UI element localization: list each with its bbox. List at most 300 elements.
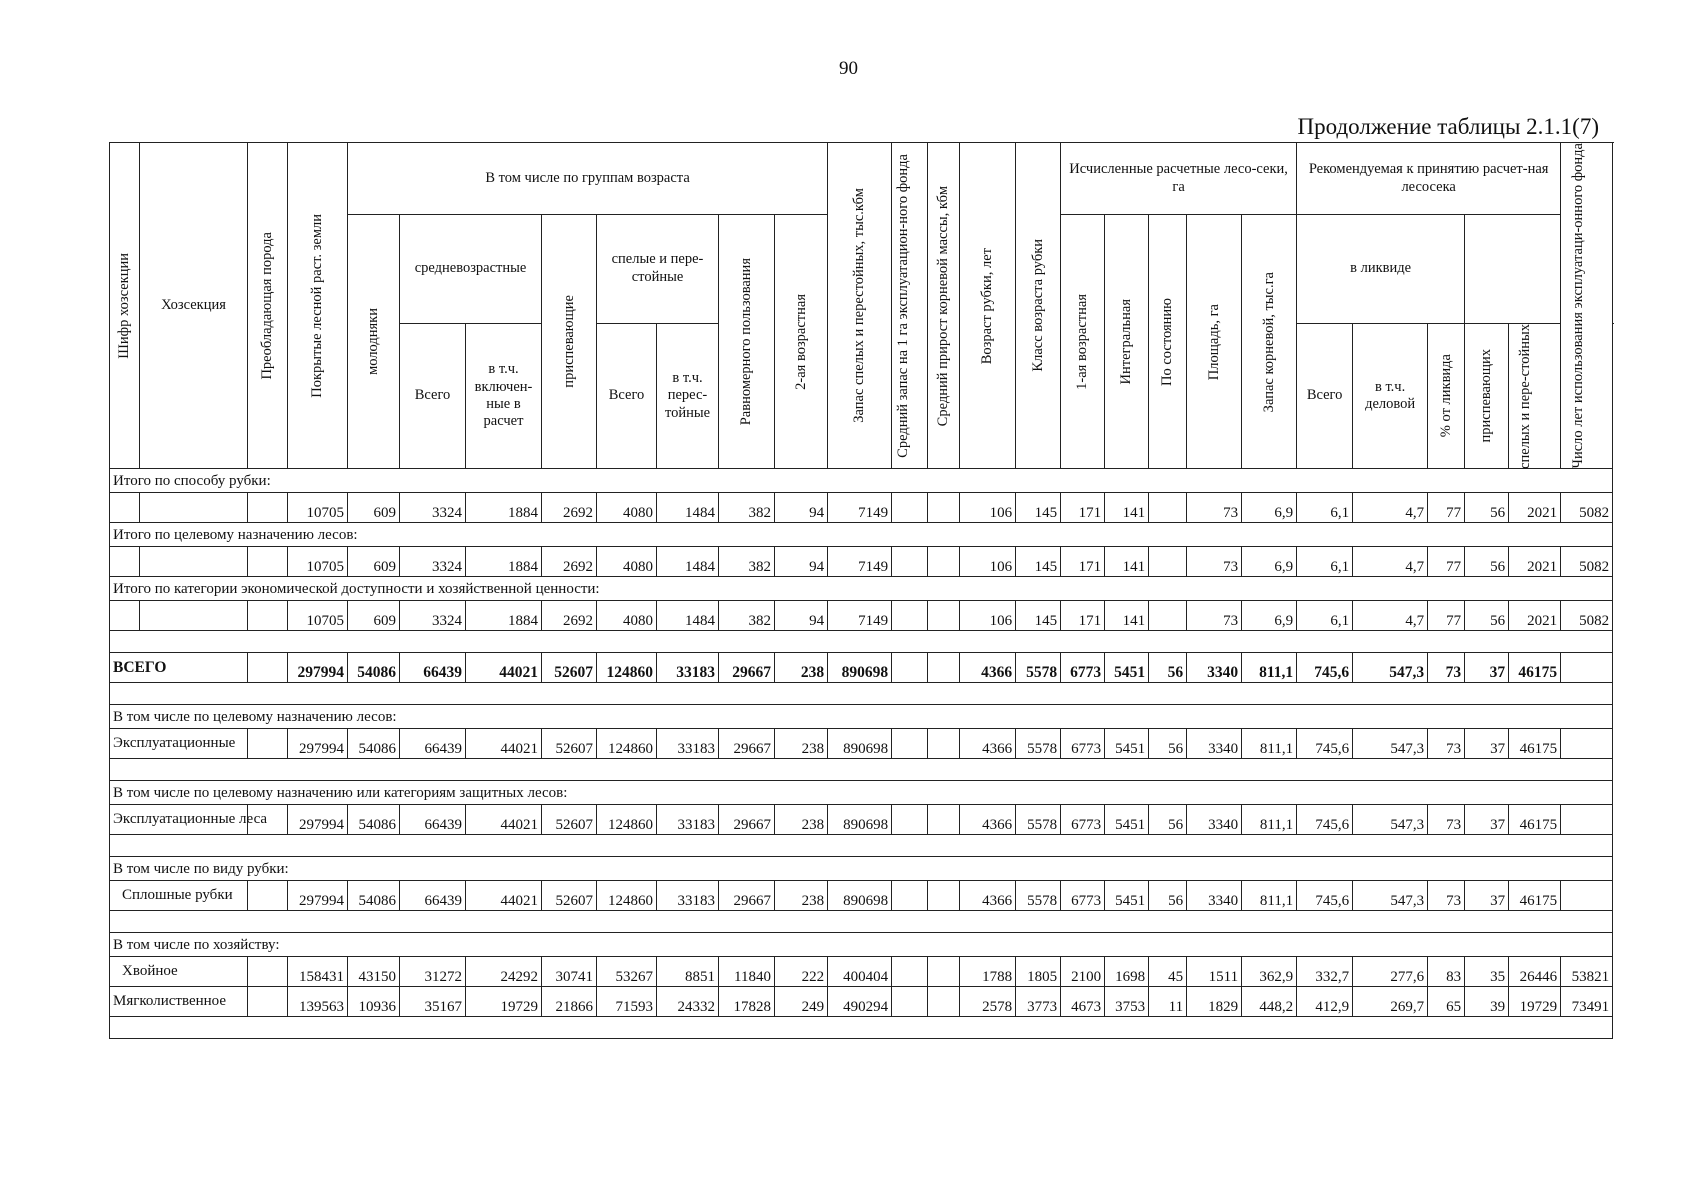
table-cell: 1484 bbox=[657, 601, 719, 631]
table-cell: 4366 bbox=[960, 653, 1016, 683]
table-cell: 297994 bbox=[288, 653, 348, 683]
table-cell: 609 bbox=[348, 601, 400, 631]
table-cell: 238 bbox=[775, 653, 828, 683]
table-cell: 5082 bbox=[1561, 547, 1613, 577]
table-cell: 56 bbox=[1149, 653, 1187, 683]
table-cell: 249 bbox=[775, 987, 828, 1017]
header-srednevozrastnye: средневозрастные bbox=[400, 215, 542, 324]
table-cell: 2021 bbox=[1509, 547, 1561, 577]
table-cell: 8851 bbox=[657, 957, 719, 987]
table-cell bbox=[892, 987, 928, 1017]
empty-row bbox=[110, 631, 1613, 653]
table-cell: 46175 bbox=[1509, 729, 1561, 759]
table-cell bbox=[892, 547, 928, 577]
table-cell: 4080 bbox=[597, 493, 657, 523]
table-cell bbox=[928, 729, 960, 759]
table-cell: 30741 bbox=[542, 957, 597, 987]
table-cell: 745,6 bbox=[1297, 881, 1353, 911]
table-cell: 106 bbox=[960, 493, 1016, 523]
table-cell bbox=[110, 601, 140, 631]
header-rekomenduemaya: Рекомендуемая к принятию расчет-ная лесосека bbox=[1297, 143, 1561, 215]
section-row bbox=[110, 577, 1613, 601]
table-cell: 745,6 bbox=[1297, 805, 1353, 835]
table-cell: 66439 bbox=[400, 653, 466, 683]
table-cell bbox=[928, 987, 960, 1017]
table-cell: 609 bbox=[348, 493, 400, 523]
table-cell: 382 bbox=[719, 493, 775, 523]
table-cell bbox=[248, 987, 288, 1017]
table-cell: 238 bbox=[775, 805, 828, 835]
table-cell bbox=[892, 653, 928, 683]
table-cell: 158431 bbox=[288, 957, 348, 987]
header-spel-perestoi: в т.ч. перес-тойные bbox=[657, 323, 719, 469]
table-cell: 124860 bbox=[597, 653, 657, 683]
table-cell: 65 bbox=[1428, 987, 1465, 1017]
empty-cell bbox=[110, 759, 1613, 781]
table-cell: 1484 bbox=[657, 547, 719, 577]
empty-cell bbox=[110, 911, 1613, 933]
header-pred-prispev: приспевающих bbox=[1465, 323, 1509, 469]
table-cell: 11 bbox=[1149, 987, 1187, 1017]
table-cell: 106 bbox=[960, 547, 1016, 577]
empty-cell bbox=[110, 631, 1613, 653]
table-cell: 66439 bbox=[400, 729, 466, 759]
table-cell: 1484 bbox=[657, 493, 719, 523]
table-cell: 362,9 bbox=[1242, 957, 1297, 987]
table-cell: 6773 bbox=[1061, 729, 1105, 759]
table-cell: 1511 bbox=[1187, 957, 1242, 987]
row-label: ВСЕГО bbox=[110, 653, 248, 683]
table-cell: 2100 bbox=[1061, 957, 1105, 987]
header-sredniy-zapas: Средний запас на 1 га эксплуатацион-ного фонда bbox=[892, 143, 928, 469]
header-hozsekciya: Хозсекция bbox=[140, 143, 248, 469]
table-cell: 83 bbox=[1428, 957, 1465, 987]
header-po-sostoyaniyu: По состоянию bbox=[1149, 215, 1187, 469]
header-sred-vkl: в т.ч. включен-ные в расчет bbox=[466, 323, 542, 469]
header-spelye: спелые и пере-стойные bbox=[597, 215, 719, 324]
header-likv-vsego: Всего bbox=[1297, 323, 1353, 469]
table-row bbox=[110, 601, 1613, 631]
table-cell: 6,1 bbox=[1297, 493, 1353, 523]
section-row bbox=[110, 933, 1613, 957]
table-caption: Продолжение таблицы 2.1.1(7) bbox=[1297, 114, 1599, 139]
table-cell: 890698 bbox=[828, 653, 892, 683]
table-cell: 6,9 bbox=[1242, 493, 1297, 523]
table-cell: 2692 bbox=[542, 493, 597, 523]
empty-cell bbox=[110, 835, 1613, 857]
table-cell bbox=[248, 729, 288, 759]
table-cell: 547,3 bbox=[1353, 729, 1428, 759]
empty-cell bbox=[110, 1017, 1613, 1039]
row-label: Сплошные рубки bbox=[110, 881, 248, 911]
empty-cell bbox=[110, 683, 1613, 705]
table-cell bbox=[892, 493, 928, 523]
section-row bbox=[110, 781, 1613, 805]
table-cell: 66439 bbox=[400, 805, 466, 835]
table-cell: 145 bbox=[1016, 547, 1061, 577]
header-sredniy-prirost: Средний прирост корневой массы, кбм bbox=[928, 143, 960, 469]
table-cell: 4366 bbox=[960, 729, 1016, 759]
table-row bbox=[110, 653, 1613, 683]
table-cell: 5451 bbox=[1105, 881, 1149, 911]
header-pct-likvida: % от ликвида bbox=[1428, 323, 1465, 469]
table-cell: 547,3 bbox=[1353, 805, 1428, 835]
table-cell: 1829 bbox=[1187, 987, 1242, 1017]
table-cell: 52607 bbox=[542, 805, 597, 835]
table-cell: 54086 bbox=[348, 653, 400, 683]
table-cell bbox=[928, 547, 960, 577]
table-cell bbox=[1149, 493, 1187, 523]
table-cell: 4080 bbox=[597, 547, 657, 577]
table-cell: 141 bbox=[1105, 547, 1149, 577]
table-cell: 2692 bbox=[542, 601, 597, 631]
table-cell: 5578 bbox=[1016, 729, 1061, 759]
table-cell: 45 bbox=[1149, 957, 1187, 987]
table-cell: 73 bbox=[1428, 653, 1465, 683]
table-cell: 141 bbox=[1105, 493, 1149, 523]
table-cell: 4,7 bbox=[1353, 601, 1428, 631]
table-header bbox=[110, 143, 1613, 469]
table-cell bbox=[248, 653, 288, 683]
table-cell bbox=[892, 601, 928, 631]
table-cell: 10705 bbox=[288, 547, 348, 577]
table-cell bbox=[1561, 653, 1613, 683]
header-pred-spelyh: спелых и пере-стойных bbox=[1509, 323, 1561, 469]
table-cell: 10936 bbox=[348, 987, 400, 1017]
table-cell: 6773 bbox=[1061, 881, 1105, 911]
empty-row bbox=[110, 911, 1613, 933]
table-cell: 94 bbox=[775, 601, 828, 631]
table-cell: 54086 bbox=[348, 805, 400, 835]
table-cell bbox=[892, 805, 928, 835]
table-cell: 3340 bbox=[1187, 805, 1242, 835]
table-cell: 29667 bbox=[719, 653, 775, 683]
table-cell: 11840 bbox=[719, 957, 775, 987]
table-cell: 4366 bbox=[960, 881, 1016, 911]
table-cell bbox=[892, 881, 928, 911]
table-cell: 46175 bbox=[1509, 805, 1561, 835]
table-cell: 94 bbox=[775, 493, 828, 523]
row-label: Хвойное bbox=[110, 957, 248, 987]
row-label: Мягколиственное bbox=[110, 987, 248, 1017]
header-prispevayushchie: приспевающие bbox=[542, 215, 597, 469]
empty-row bbox=[110, 835, 1613, 857]
section-label: В том числе по целевому назначению или категориям защитных лесов: bbox=[110, 781, 1613, 805]
table-cell: 609 bbox=[348, 547, 400, 577]
table-cell: 52607 bbox=[542, 729, 597, 759]
table-cell bbox=[248, 547, 288, 577]
table-cell: 5451 bbox=[1105, 805, 1149, 835]
table-cell: 1884 bbox=[466, 547, 542, 577]
table-cell: 2021 bbox=[1509, 493, 1561, 523]
table-cell: 77 bbox=[1428, 547, 1465, 577]
section-label: В том числе по целевому назначению лесов: bbox=[110, 705, 1613, 729]
header-spel-vsego: Всего bbox=[597, 323, 657, 469]
table-cell: 56 bbox=[1149, 729, 1187, 759]
table-row bbox=[110, 493, 1613, 523]
table-cell: 145 bbox=[1016, 601, 1061, 631]
table-cell: 5578 bbox=[1016, 881, 1061, 911]
header-pervaya-vozr: 1-ая возрастная bbox=[1061, 215, 1105, 469]
table-cell bbox=[110, 493, 140, 523]
table-cell: 19729 bbox=[466, 987, 542, 1017]
table-cell: 277,6 bbox=[1353, 957, 1428, 987]
empty-row bbox=[110, 1017, 1613, 1039]
table-cell: 890698 bbox=[828, 805, 892, 835]
table-cell: 33183 bbox=[657, 805, 719, 835]
table-cell: 24292 bbox=[466, 957, 542, 987]
table-cell: 73 bbox=[1428, 805, 1465, 835]
table-cell: 77 bbox=[1428, 493, 1465, 523]
table-cell: 1698 bbox=[1105, 957, 1149, 987]
table-cell bbox=[928, 653, 960, 683]
table-cell: 37 bbox=[1465, 729, 1509, 759]
table-cell: 124860 bbox=[597, 729, 657, 759]
table-cell: 44021 bbox=[466, 653, 542, 683]
table-cell: 19729 bbox=[1509, 987, 1561, 1017]
table-cell bbox=[1149, 547, 1187, 577]
section-label: Итого по способу рубки: bbox=[110, 469, 1613, 493]
table-cell bbox=[140, 493, 248, 523]
empty-row bbox=[110, 683, 1613, 705]
table-cell bbox=[928, 881, 960, 911]
table-cell: 6,9 bbox=[1242, 547, 1297, 577]
table-cell: 73 bbox=[1187, 601, 1242, 631]
table-cell: 73 bbox=[1187, 547, 1242, 577]
table-cell: 37 bbox=[1465, 653, 1509, 683]
table-cell bbox=[140, 601, 248, 631]
table-cell: 10705 bbox=[288, 493, 348, 523]
table-cell: 35 bbox=[1465, 957, 1509, 987]
table-cell: 332,7 bbox=[1297, 957, 1353, 987]
table-cell: 745,6 bbox=[1297, 729, 1353, 759]
table-cell: 5578 bbox=[1016, 805, 1061, 835]
table-cell: 54086 bbox=[348, 729, 400, 759]
table-cell: 56 bbox=[1465, 493, 1509, 523]
table-cell: 400404 bbox=[828, 957, 892, 987]
header-chislo-let: Число лет использования эксплуатаци-онного фонда bbox=[1561, 143, 1613, 469]
table-row bbox=[110, 957, 1613, 987]
table-cell: 297994 bbox=[288, 805, 348, 835]
table-cell bbox=[1561, 729, 1613, 759]
table-cell: 1884 bbox=[466, 493, 542, 523]
table-cell: 29667 bbox=[719, 729, 775, 759]
table-cell: 33183 bbox=[657, 729, 719, 759]
table-cell: 71593 bbox=[597, 987, 657, 1017]
table-cell: 171 bbox=[1061, 493, 1105, 523]
table-cell: 448,2 bbox=[1242, 987, 1297, 1017]
header-v-likvide: в ликвиде bbox=[1297, 215, 1465, 324]
table-cell: 7149 bbox=[828, 601, 892, 631]
table-cell: 4,7 bbox=[1353, 493, 1428, 523]
table-cell: 4673 bbox=[1061, 987, 1105, 1017]
table-cell: 811,1 bbox=[1242, 805, 1297, 835]
table-cell: 56 bbox=[1149, 805, 1187, 835]
table-cell: 37 bbox=[1465, 805, 1509, 835]
header-poroda: Преобладающая порода bbox=[248, 143, 288, 469]
table-cell: 21866 bbox=[542, 987, 597, 1017]
table-cell: 10705 bbox=[288, 601, 348, 631]
table-cell: 382 bbox=[719, 601, 775, 631]
table-cell: 5451 bbox=[1105, 729, 1149, 759]
empty-row bbox=[110, 759, 1613, 781]
forest-cut-table bbox=[109, 142, 1613, 1039]
table-cell: 269,7 bbox=[1353, 987, 1428, 1017]
table-row bbox=[110, 881, 1613, 911]
header-sred-vsego: Всего bbox=[400, 323, 466, 469]
table-cell: 26446 bbox=[1509, 957, 1561, 987]
row-label: Эксплуатационные леса bbox=[110, 805, 248, 835]
section-row bbox=[110, 469, 1613, 493]
table-cell bbox=[248, 601, 288, 631]
table-cell: 297994 bbox=[288, 729, 348, 759]
table-cell: 29667 bbox=[719, 881, 775, 911]
section-row bbox=[110, 857, 1613, 881]
table-cell: 124860 bbox=[597, 881, 657, 911]
table-cell: 73 bbox=[1428, 729, 1465, 759]
table-cell: 4,7 bbox=[1353, 547, 1428, 577]
table-cell: 145 bbox=[1016, 493, 1061, 523]
table-cell: 44021 bbox=[466, 805, 542, 835]
table-cell: 73 bbox=[1187, 493, 1242, 523]
table-cell: 124860 bbox=[597, 805, 657, 835]
table-cell: 5578 bbox=[1016, 653, 1061, 683]
table-cell: 547,3 bbox=[1353, 881, 1428, 911]
table-cell: 73 bbox=[1428, 881, 1465, 911]
table-cell bbox=[892, 957, 928, 987]
table-cell: 39 bbox=[1465, 987, 1509, 1017]
table-cell: 94 bbox=[775, 547, 828, 577]
table-cell: 6773 bbox=[1061, 805, 1105, 835]
table-cell bbox=[928, 957, 960, 987]
table-cell: 7149 bbox=[828, 547, 892, 577]
table-cell: 3753 bbox=[1105, 987, 1149, 1017]
table-cell: 1788 bbox=[960, 957, 1016, 987]
table-cell: 53821 bbox=[1561, 957, 1613, 987]
table-cell: 52607 bbox=[542, 653, 597, 683]
table-cell: 35167 bbox=[400, 987, 466, 1017]
table-cell: 54086 bbox=[348, 881, 400, 911]
table-cell: 2578 bbox=[960, 987, 1016, 1017]
table-cell: 222 bbox=[775, 957, 828, 987]
table-row bbox=[110, 547, 1613, 577]
table-cell: 547,3 bbox=[1353, 653, 1428, 683]
header-ploshchad: Площадь, га bbox=[1187, 215, 1242, 469]
table-cell: 5082 bbox=[1561, 601, 1613, 631]
table-cell: 37 bbox=[1465, 881, 1509, 911]
table-cell bbox=[248, 881, 288, 911]
table-cell: 4080 bbox=[597, 601, 657, 631]
table-cell: 53267 bbox=[597, 957, 657, 987]
header-klass-vozrasta: Класс возраста рубки bbox=[1016, 143, 1061, 469]
header-group-age: В том числе по группам возраста bbox=[348, 143, 828, 215]
table-cell: 6,1 bbox=[1297, 547, 1353, 577]
table-cell: 141 bbox=[1105, 601, 1149, 631]
table-cell: 1805 bbox=[1016, 957, 1061, 987]
table-cell: 297994 bbox=[288, 881, 348, 911]
table-cell: 811,1 bbox=[1242, 881, 1297, 911]
table-cell: 6773 bbox=[1061, 653, 1105, 683]
table-cell bbox=[1561, 881, 1613, 911]
table-cell: 3340 bbox=[1187, 881, 1242, 911]
table-cell: 3773 bbox=[1016, 987, 1061, 1017]
table-cell: 46175 bbox=[1509, 653, 1561, 683]
table-cell: 17828 bbox=[719, 987, 775, 1017]
table-cell: 7149 bbox=[828, 493, 892, 523]
header-ischislennye: Исчисленные расчетные лесо-секи, га bbox=[1061, 143, 1297, 215]
table-cell: 2692 bbox=[542, 547, 597, 577]
table-cell: 46175 bbox=[1509, 881, 1561, 911]
table-cell: 56 bbox=[1465, 601, 1509, 631]
table-cell: 33183 bbox=[657, 881, 719, 911]
section-row bbox=[110, 705, 1613, 729]
table-cell: 44021 bbox=[466, 729, 542, 759]
table-cell: 171 bbox=[1061, 601, 1105, 631]
header-pokrytye: Покрытые лесной раст. земли bbox=[288, 143, 348, 469]
header-shifr: Шифр хозсекции bbox=[110, 143, 140, 469]
table-cell: 4366 bbox=[960, 805, 1016, 835]
table-cell: 3324 bbox=[400, 547, 466, 577]
table-cell: 77 bbox=[1428, 601, 1465, 631]
table-cell: 1884 bbox=[466, 601, 542, 631]
table-cell: 43150 bbox=[348, 957, 400, 987]
table-cell: 56 bbox=[1149, 881, 1187, 911]
table-cell: 106 bbox=[960, 601, 1016, 631]
table-cell: 382 bbox=[719, 547, 775, 577]
table-cell: 139563 bbox=[288, 987, 348, 1017]
table-cell: 238 bbox=[775, 729, 828, 759]
table-cell bbox=[1561, 805, 1613, 835]
table-cell: 745,6 bbox=[1297, 653, 1353, 683]
table-cell: 56 bbox=[1465, 547, 1509, 577]
table-body bbox=[110, 469, 1613, 1039]
table-cell: 29667 bbox=[719, 805, 775, 835]
table-cell: 3324 bbox=[400, 601, 466, 631]
table-cell: 171 bbox=[1061, 547, 1105, 577]
table-cell bbox=[928, 805, 960, 835]
table-cell: 2021 bbox=[1509, 601, 1561, 631]
section-label: В том числе по хозяйству: bbox=[110, 933, 1613, 957]
table-cell: 5082 bbox=[1561, 493, 1613, 523]
section-row bbox=[110, 523, 1613, 547]
table-cell bbox=[1149, 601, 1187, 631]
table-cell: 238 bbox=[775, 881, 828, 911]
header-molodnyaki: молодняки bbox=[348, 215, 400, 469]
table-cell: 66439 bbox=[400, 881, 466, 911]
table-cell bbox=[248, 493, 288, 523]
table-cell: 811,1 bbox=[1242, 653, 1297, 683]
section-label: Итого по категории экономической доступности и хозяйственной ценности: bbox=[110, 577, 1613, 601]
table-cell: 890698 bbox=[828, 881, 892, 911]
table-cell: 31272 bbox=[400, 957, 466, 987]
table-cell: 490294 bbox=[828, 987, 892, 1017]
table-cell: 412,9 bbox=[1297, 987, 1353, 1017]
table-cell: 44021 bbox=[466, 881, 542, 911]
table-cell: 73491 bbox=[1561, 987, 1613, 1017]
table-cell: 3324 bbox=[400, 493, 466, 523]
table-row bbox=[110, 987, 1613, 1017]
table-cell bbox=[248, 957, 288, 987]
section-label: В том числе по виду рубки: bbox=[110, 857, 1613, 881]
table-cell: 890698 bbox=[828, 729, 892, 759]
table-cell: 6,1 bbox=[1297, 601, 1353, 631]
table-cell bbox=[110, 547, 140, 577]
table-cell bbox=[928, 601, 960, 631]
table-cell bbox=[928, 493, 960, 523]
table-cell: 3340 bbox=[1187, 653, 1242, 683]
table-cell bbox=[892, 729, 928, 759]
header-ravnomernogo: Равномерного пользования bbox=[719, 215, 775, 469]
